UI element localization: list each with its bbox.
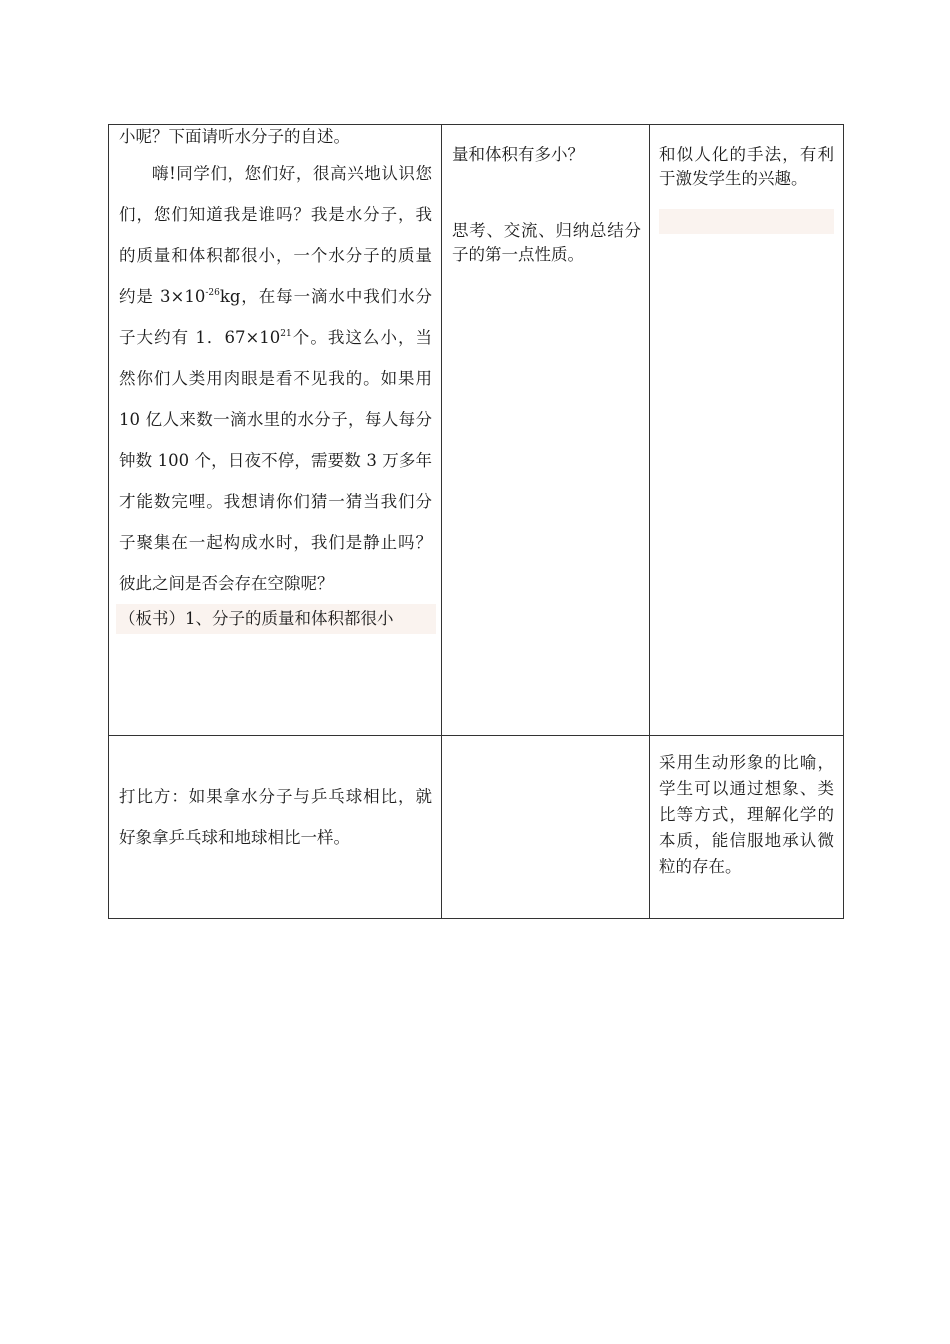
exponent-1: -26 — [205, 288, 220, 298]
monologue-part-b: kg，在每一滴水中我们水分子大约有 1．67×10 — [119, 287, 432, 347]
analogy-text: 打比方：如果拿水分子与乒乓球相比，就好象拿乒乓球和地球相比一样。 — [119, 787, 432, 847]
design-intent-text: 和似人化的手法，有利于激发学生的兴趣。 — [659, 145, 834, 188]
monologue-part-a: 嗨!同学们，您们好，很高兴地认识您们，您们知道我是谁吗？我是水分子，我的质量和体积都很小，一个水分子的质量约是 3×10 — [119, 164, 432, 306]
teacher-activity-cell — [109, 125, 442, 736]
text-line: 小呢？下面请听水分子的自述。 — [119, 127, 350, 146]
blackboard-note: （板书）1、分子的质量和体积都很小 — [116, 604, 436, 634]
exponent-2: 21 — [280, 329, 292, 339]
shaded-highlight — [659, 209, 834, 234]
monologue-part-c: 个。我这么小，当然你们人类用肉眼是看不见我的。如果用 10 亿人来数一滴水里的水分子，每人每分钟数 100 个，日夜不停，需要数 3 万多年才能数完哩。我想请你们猜一猜当我们分子聚集在一起构成水时，我们是静止吗？彼此之间是否会存在空隙呢？ — [119, 328, 433, 593]
student-activity-cell — [442, 736, 650, 919]
lesson-plan-table — [108, 124, 844, 919]
student-activity-cell — [442, 125, 650, 736]
table-row — [109, 125, 844, 736]
teacher-activity-cell — [109, 736, 442, 919]
text-line: 量和体积有多小？ — [452, 145, 584, 164]
design-intent-cell — [650, 736, 844, 919]
design-intent-cell — [650, 125, 844, 736]
design-intent-text: 采用生动形象的比喻，学生可以通过想象、类比等方式，理解化学的本质，能信服地承认微粒的存在。 — [659, 753, 834, 876]
table-row — [109, 736, 844, 919]
water-molecule-monologue — [119, 153, 432, 604]
student-task: 思考、交流、归纳总结分子的第一点性质。 — [452, 221, 641, 264]
